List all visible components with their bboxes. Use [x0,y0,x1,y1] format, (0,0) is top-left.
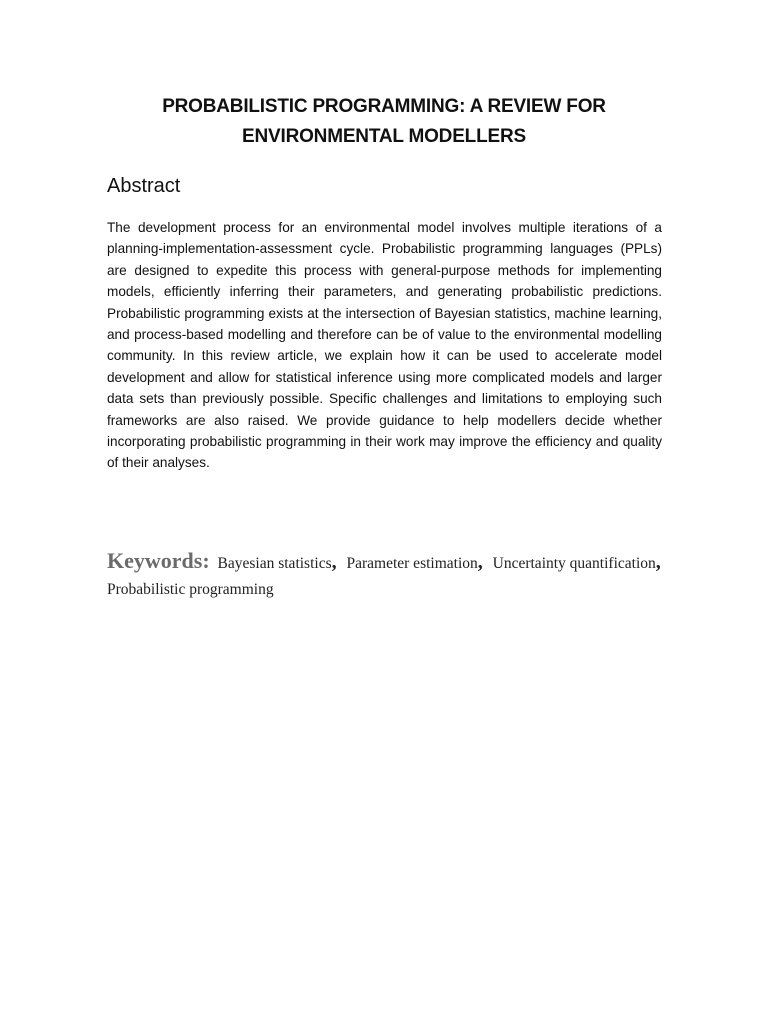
keyword-separator: , [477,551,483,573]
keyword-item: Uncertainty quantification [492,555,656,572]
keyword-item: Bayesian statistics [217,555,332,572]
keyword-separator: , [655,551,661,573]
keyword-item: Parameter estimation [346,555,478,572]
paper-title [100,92,668,152]
paper-title-line-1: PROBABILISTIC PROGRAMMING: A REVIEW FOR [162,96,606,117]
paper-title-line-2: ENVIRONMENTAL MODELLERS [242,126,526,147]
keyword-item: Probabilistic programming [107,581,274,598]
keyword-separator: , [331,551,337,573]
abstract-heading: Abstract [107,175,181,197]
abstract-body: The development process for an environmental model involves multiple iterations of a planning-implementation-assessment cycle. Probabilistic programming languages (PPLs) are designed to expedite this process with general-purpose methods for implementing models, efficiently inferring their parameters, and generating probabilistic predictions. Probabilistic programming exists at the intersection of Bayesian statistics, machine learning, and process-based modelling and therefore can be of value to the environmental modelling community. In this review article, we explain how it can be used to accelerate model development and allow for statistical inference using more complicated models and larger data sets than previously possible. Specific challenges and limitations to employing such frameworks are also raised. We provide guidance to help modellers decide whether incorporating probabilistic programming in their work may improve the efficiency and quality of their analyses. [107,220,662,471]
keywords-label: Keywords: [107,548,210,573]
keywords-section [107,548,667,603]
